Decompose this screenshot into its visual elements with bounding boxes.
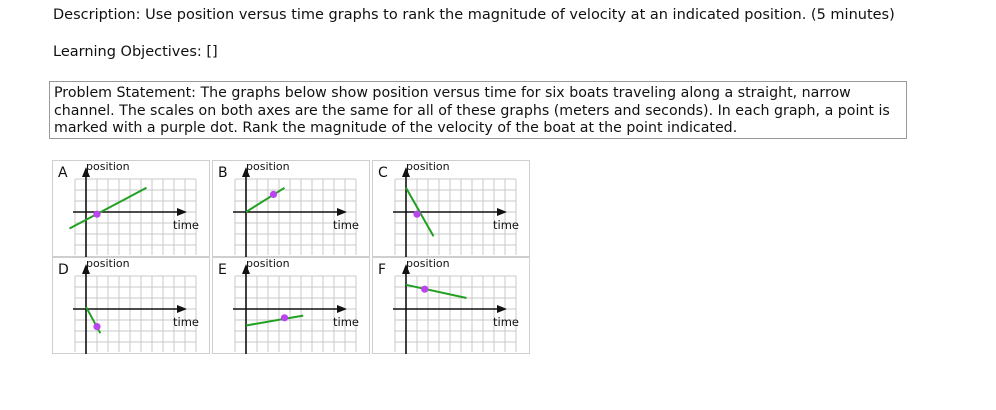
time-axis-label: time [333,315,359,329]
time-axis-label: time [333,218,359,232]
position-axis-label: position [246,160,290,173]
description-text: Use position versus time graphs to rank the magnitude of velocity at an indicated position. (5 minutes) [145,7,895,23]
description-line [53,7,895,23]
position-axis-label: position [246,257,290,270]
problem-statement-box [49,81,907,139]
graph-plot [53,258,211,355]
time-axis-label: time [493,218,519,232]
graph-letter: E [218,262,227,278]
marked-point [281,314,288,321]
time-axis-label: time [173,315,199,329]
position-line [246,316,303,326]
graph-letter: C [378,165,388,181]
position-axis-label: position [86,257,130,270]
marked-point [93,211,100,218]
graph-panel-b [212,160,370,257]
graph-plot [213,161,371,258]
graph-letter: B [218,165,228,181]
position-axis-label: position [406,257,450,270]
graph-letter: D [58,262,69,278]
graph-panel-c [372,160,530,257]
graph-plot [53,161,211,258]
graph-panel-d [52,257,210,354]
problem-statement-line: Problem Statement: The graphs below show position versus time for six boats traveling along a straight, narrow [54,85,851,101]
learning-objectives-label: Learning Objectives: [53,44,202,60]
marked-point [413,211,420,218]
learning-objectives-line [53,44,218,60]
graph-panel-a [52,160,210,257]
marked-point [270,191,277,198]
graph-panel-e [212,257,370,354]
graph-panel-f [372,257,530,354]
time-axis-label: time [493,315,519,329]
problem-statement-line: marked with a purple dot. Rank the magnitude of the velocity of the boat at the point indicated. [54,120,738,136]
problem-statement-line: channel. The scales on both axes are the same for all of these graphs (meters and seconds). In each graph, a point is [54,102,890,119]
graph-letter: F [378,262,387,278]
graph-plot [373,258,531,355]
marked-point [421,286,428,293]
position-axis-label: position [86,160,130,173]
description-label: Description: [53,7,141,23]
marked-point [93,323,100,330]
graph-letter: A [58,165,68,181]
position-axis-label: position [406,160,450,173]
graph-plot [213,258,371,355]
learning-objectives-value: [] [206,44,218,60]
time-axis-label: time [173,218,199,232]
graph-plot [373,161,531,258]
